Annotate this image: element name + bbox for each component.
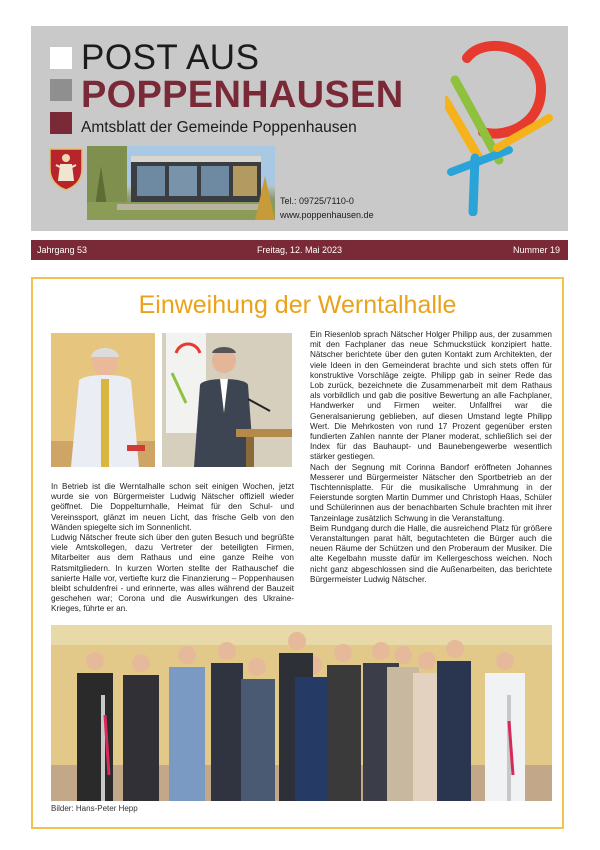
group-photo-opening-ceremony bbox=[51, 625, 552, 801]
newspaper-subtitle: Amtsblatt der Gemeinde Poppenhausen bbox=[81, 119, 357, 136]
phone-number: Tel.: 09725/7110-0 bbox=[280, 196, 354, 206]
issue-info-bar bbox=[31, 240, 568, 260]
speaker-at-podium-photo bbox=[162, 333, 292, 467]
grey-square-decoration bbox=[50, 79, 72, 101]
masthead bbox=[31, 26, 568, 231]
issue-date: Freitag, 12. Mai 2023 bbox=[256, 245, 343, 255]
issue-number: Nummer 19 bbox=[512, 245, 560, 255]
pastor-blessing-photo bbox=[51, 333, 155, 467]
contact-info bbox=[280, 194, 374, 222]
article-paragraph: In Betrieb ist die Werntalhalle schon seit einigen Wochen, jetzt wurde sie von Bürgermeister Ludwig Nätscher offiziell wieder geöffnet. Die Doppelturnhalle, Heimat für den Schul- und Vereinssport, glänzt im neuen Licht, das frische Gelb von den Wänden spiegelte sich im Sonnenlicht. bbox=[51, 482, 294, 532]
coat-of-arms-icon bbox=[48, 147, 84, 191]
werntalhalle-building-photo bbox=[87, 146, 275, 220]
article-frame bbox=[31, 277, 564, 829]
white-square-decoration bbox=[50, 47, 72, 69]
article-left-column bbox=[51, 482, 294, 615]
colorful-letter-logo-icon bbox=[445, 40, 555, 216]
article-paragraph: Nach der Segnung mit Corinna Bandorf eröffneten Johannes Messerer und Bürgermeister Nätscher den Sportbetrieb an der Tischtennisplatte. Für die musikalische Umrahmung in der Feierstunde sorgten Martin Dummer und Christoph Haas, Schüler und Schülerinnen aus der benachbarten Schule brachten mit ihrer Tanzeinlage zusätzlich Schwung in die Veranstaltung. bbox=[310, 462, 552, 523]
article-right-column bbox=[310, 330, 552, 585]
article-headline: Einweihung der Werntalhalle bbox=[138, 291, 457, 319]
article-paragraph: Ein Riesenlob sprach Nätscher Holger Philipp aus, der zusammen mit den Fachplaner das neue Schmuckstück konzipiert hatte. Nätscher berichtete über den guten Kontakt zum Architekten, der viele Ideen in den Gemeinderat brachte und sich stets offen für konstruktive Vorschläge zeigte. Philipp gab in seiner Rede das Lob zurück, bezeichnete die Zusammenarbeit mit dem Rathaus als vorbildlich und gab die positive Bewertung an alle Fachplaner, Handwerker und Firmen weiter. Unfallfrei war die Generalsanierung geblieben, auf diesen Umstand legte Philipp Wert. Die Mehrkosten von rund 17 Prozent gegenüber ersten fundierten Zahlen nannte der Planer moderat, schließlich sei der Index für das Bauhaupt- und Baunebengewerbe wesentlich stärker gestiegen. bbox=[310, 330, 552, 462]
article-paragraph: Ludwig Nätscher freute sich über den guten Besuch und begrüßte viele Amtskollegen, dazu Vertreter der beteiligten Firmen, Mitarbeiter aus dem Rathaus und eine ganze Reihe von Ratsmitgliedern. In kurzen Worten stellte der Rathauschef die sanierte Halle vor, vertiefte kurz die Finanzierung – Poppenhausen bleibt schuldenfrei - und erinnerte, was alles während der Bauzeit geschehen war; Corona und die Auswirkungen des Ukraine-Krieges, führte er an. bbox=[51, 533, 294, 614]
burgundy-square-decoration bbox=[50, 112, 72, 134]
article-paragraph: Beim Rundgang durch die Halle, die ausreichend Platz für größere Veranstaltungen parat hält, begutachteten die Bürger auch die neuen Räume der Schützen und den Proberaum der Musiker. Die alte Kegelbahn musste dafür im Kellergeschoss weichen. Noch nicht ganz abgeschlossen sind die Außenarbeiten, das berichtete Bürgermeister Ludwig Nätscher. bbox=[310, 523, 552, 584]
newspaper-title-line1: POST AUS bbox=[81, 38, 260, 77]
photo-credit: Bilder: Hans-Peter Hepp bbox=[51, 804, 138, 813]
issue-volume: Jahrgang 53 bbox=[37, 245, 88, 255]
newspaper-title-line2: POPPENHAUSEN bbox=[81, 74, 404, 116]
website-link[interactable]: www.poppenhausen.de bbox=[280, 210, 374, 220]
